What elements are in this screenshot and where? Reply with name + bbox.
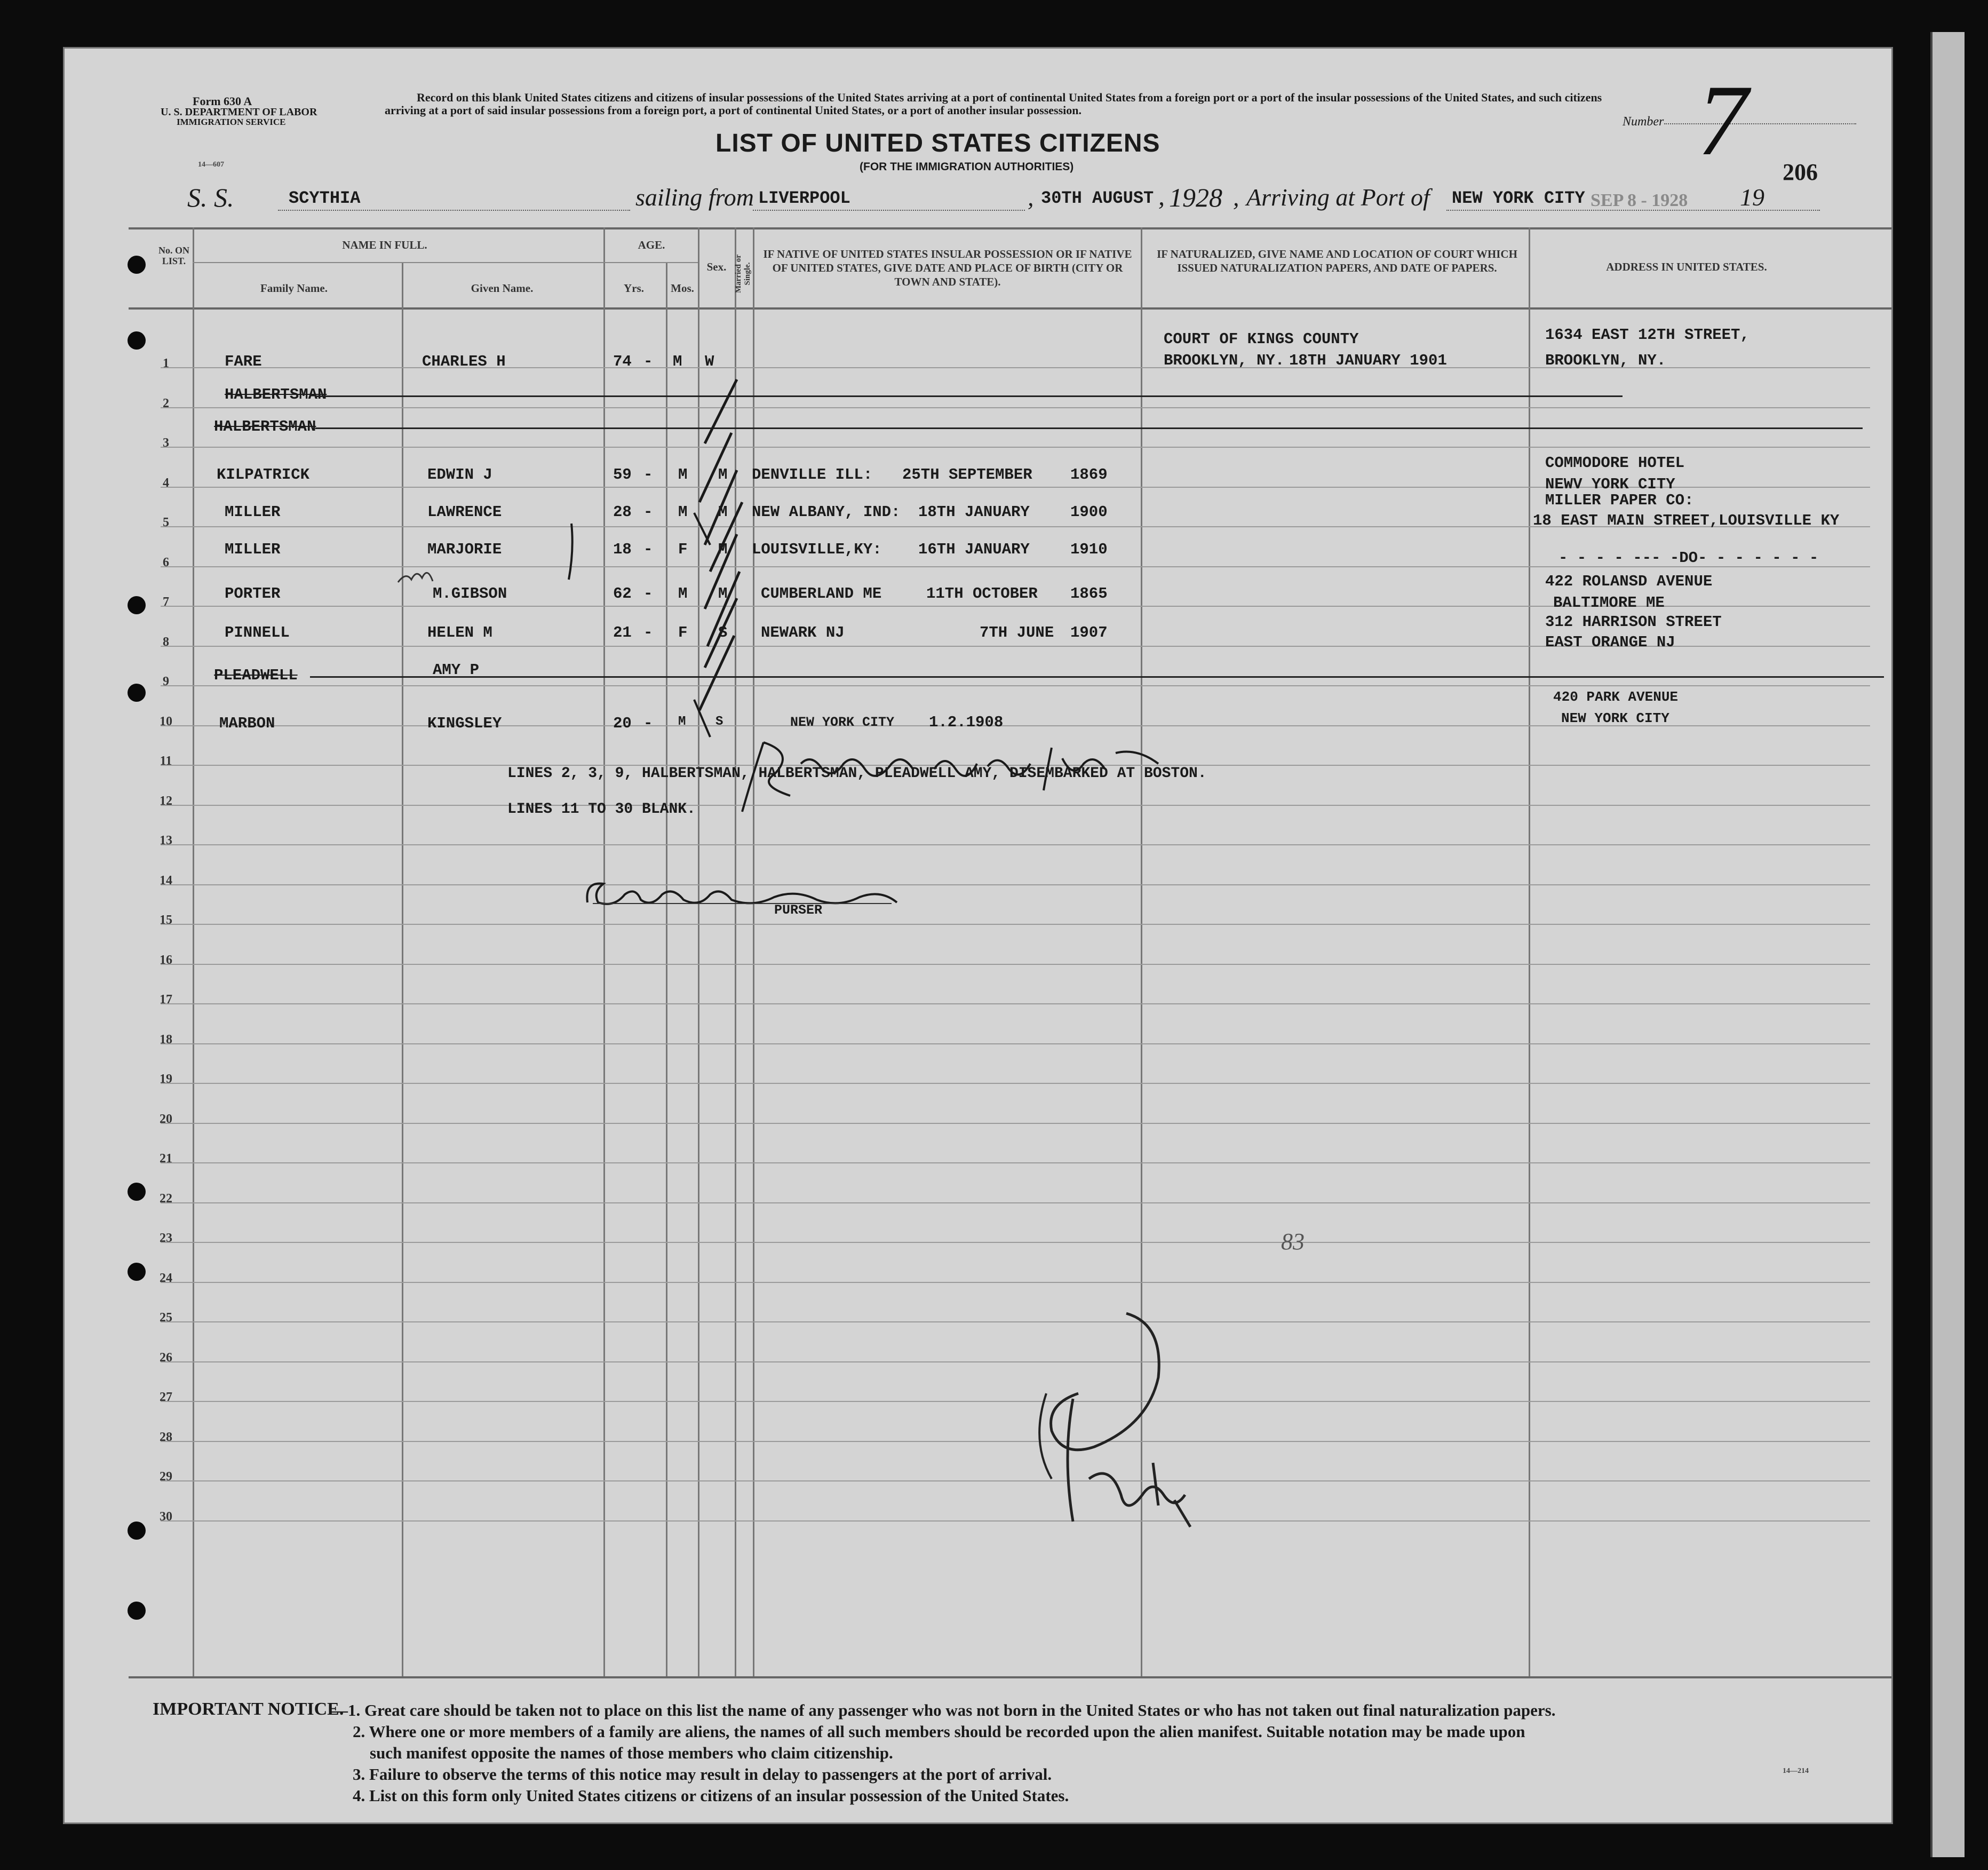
marital-status: S: [715, 715, 723, 729]
port-from: LIVERPOOL: [758, 188, 850, 208]
strike-line: [315, 427, 1863, 429]
line-number: 19: [160, 1072, 172, 1086]
instructions-text: Record on this blank United States citizens and citizens of insular possessions of the United States arriving at a port of continental United States from a foreign port or a port of the insular possessions of the United States, and such citizens arriving at a port of said insular possessions from a foreign port, a port of continental United States, or a port of another insular possession.: [385, 91, 1602, 117]
line-number: 14: [160, 873, 172, 888]
binder-hole: [128, 684, 146, 702]
birth-year: 1907: [1070, 624, 1108, 641]
col-header-sex: Sex.: [706, 260, 727, 273]
sex: M: [678, 503, 688, 521]
marital-status: M: [718, 466, 728, 484]
ruled-line: [161, 884, 1870, 885]
annotation-number: 83: [1281, 1229, 1305, 1255]
binder-hole: [128, 1263, 146, 1281]
marital-status: M: [718, 503, 728, 521]
family-name: MILLER: [225, 503, 281, 521]
given-name: HELEN M: [427, 624, 492, 641]
line-number: 24: [160, 1271, 172, 1285]
age-years: 18: [613, 541, 632, 558]
strike-line: [310, 676, 1884, 678]
col-header-family-name: Family Name.: [260, 282, 328, 295]
address-ditto: - - - - --- -DO- - - - - - -: [1558, 549, 1819, 567]
court-location: BROOKLYN, NY.: [1164, 352, 1285, 369]
ruled-line: [161, 964, 1870, 965]
family-name: MILLER: [225, 541, 281, 558]
age-years: 21: [613, 624, 632, 641]
ruled-line: [161, 1242, 1870, 1243]
age-years: 28: [613, 503, 632, 521]
port-to: NEW YORK CITY: [1452, 188, 1585, 208]
address-line-1: 312 HARRISON STREET: [1545, 613, 1722, 631]
line-number: 2: [163, 396, 169, 410]
adjacent-page-edge: [1930, 32, 1965, 1857]
birth-date: 16TH JANUARY: [918, 541, 1030, 558]
year-prefix: 19: [1740, 184, 1764, 211]
line-number: 10: [160, 714, 172, 728]
ruled-line: [161, 1202, 1870, 1203]
number-field-line: [1664, 123, 1856, 124]
service-label: IMMIGRATION SERVICE: [177, 117, 286, 127]
citizen-list-form: Form 630 A U. S. DEPARTMENT OF LABOR IMMIGRATION SERVICE 14—607 Record on this blank United States citizens and citizens of insular possessions of the United States arriving at a port of continental United States from a foreign port or a port of the insular possessions of the United States, and such citizens arriving at a port of said insular possessions from a foreign port, a port of continental United States, or a port of another insular possession. LIST OF UNITED STATES CITIZENS (FOR THE IMMIGRATION AUTHORITIES) Number 7 206 S. S. SCYTHIA sailing from LIVERPOOL , 30TH AUGUST , 1928 , Arriving at Port of NEW YORK CITY SEP 8 - 1928 19 No. ON LIST. NAME IN FULL. Family Name. Given Name. AGE. Yrs. Mos. Sex. Married or Single. IF NATIVE OF UNITED STATES INSULAR POSSESSION OR IF NATIVE OF UNITED STATES, GIVE DATE AND PLACE OF BIRTH (CITY OR TOWN AND STATE). IF NATURALIZED, GIVE NAME AND LOCATION OF COURT WHICH ISSUED NATURALIZATION PAPERS, AND DATE OF PAPERS. ADDRESS IN UNITED STATES. 1 2 3 4 5 6 7 8 9 10 11 12 13 14 15 16 17 18 19 20 21 22 23 24 25 26 27 28 29 30 FARE CHARLES H 74 - M W COURT OF KINGS COUNTY BROOKLYN, NY. 18TH JANUARY 1901 1634 EAST 12TH STREET, BROOKLYN, NY. HALBERTSMAN HALBERTSMAN KILPATRICK EDWIN J 59 - M M DENVILLE ILL: 25TH SEPTEMBER 1869 COMMODORE HOTEL NEWV YORK CITY MILLER LAWRENCE 28 - M M NEW ALBANY, IND: 18TH JANUARY 1900 MILLER PAPER CO: 18 EAST MAIN STREET,LOUISVILLE KY MILLER MARJORIE 18 - F M LOUISVILLE,KY: 16TH JANUARY 1910 - - - - --- -DO- - - - - - - PORTER M.GIBSON 62 - M M CUMBERLAND ME 11TH OCTOBER 1865 422 ROLANSD AVENUE BALTIMORE ME PINNELL HELEN M 21 - F S NEWARK NJ 7TH JUNE 1907 312 HARRISON STREET EAST ORANGE NJ PLEADWELL AMY P MARBON KINGSLEY 20 - M S NEW YORK CITY 1.2.1908 420 PARK AVENUE NEW YORK CITY LINES 2, 3, 9, HALBERTSMAN, HALBERTSMAN, PLEADWELL AMY, DISEMBARKED AT BOSTON. LINES 11 TO 30 BLANK. PURSER 83 IMPORTANT NOTICE. —1. Great care should be taken not to place on this list the name of any passenger who was not born in the United States or who has not taken out final naturalization papers. 2. Where one or more members of a family are aliens, the names of all such members should be recorded upon the alien manifest. Suitable notation may be made upon such manifest opposite the names of those members who claim citizenship. 3. Failure to observe the terms of this notice may result in delay to passengers at the port of arrival. 4. List on this form only United States citizens or citizens of an insular possession of the United States. 14—214: [63, 47, 1893, 1824]
ship-name: SCYTHIA: [289, 188, 361, 208]
address-line-2: NEWV YORK CITY: [1545, 476, 1675, 493]
page-number-stamp: 206: [1783, 159, 1818, 185]
table-bottom-border: [129, 1676, 1891, 1678]
address-line-2: EAST ORANGE NJ: [1545, 633, 1675, 651]
birth-year: 1865: [1070, 585, 1108, 603]
sailing-year: 1928: [1169, 183, 1222, 212]
line-number: 11: [160, 754, 172, 768]
line-number: 18: [160, 1032, 172, 1047]
handwritten-marks: [395, 518, 630, 604]
remarks-disembarked: LINES 2, 3, 9, HALBERTSMAN, HALBERTSMAN, PLEADWELL AMY, DISEMBARKED AT BOSTON.: [507, 765, 1207, 782]
line-number: 29: [160, 1470, 172, 1484]
sex: M: [678, 585, 688, 603]
line-number: 17: [160, 993, 172, 1007]
birth-year: 1910: [1070, 541, 1108, 558]
given-name: AMY P: [433, 661, 480, 679]
line-number: 21: [160, 1152, 172, 1166]
page-title: LIST OF UNITED STATES CITIZENS: [715, 129, 1160, 157]
birth-place: CUMBERLAND ME: [761, 585, 882, 603]
birth-year: 1869: [1070, 466, 1108, 484]
family-name: KILPATRICK: [217, 466, 310, 484]
purser-title: PURSER: [774, 902, 823, 918]
line-number: 7: [163, 595, 169, 609]
notice-item-2: 2. Where one or more members of a family are aliens, the names of all such members should be recorded upon the alien manifest. Suitable notation may be made upon: [353, 1722, 1525, 1741]
ruled-line: [161, 924, 1870, 925]
birth-year: 1900: [1070, 503, 1108, 521]
age-months: -: [643, 503, 653, 521]
birth-date: 1.2.1908: [929, 714, 1004, 731]
sex: F: [678, 624, 688, 641]
sex: M: [678, 715, 686, 729]
family-name: FARE: [225, 353, 262, 370]
address-line-1: 422 ROLANSD AVENUE: [1545, 573, 1713, 590]
print-code: 14—607: [198, 161, 224, 169]
line-number: 27: [160, 1390, 172, 1404]
birth-date: 7TH JUNE: [980, 624, 1054, 641]
address-line-2: BROOKLYN, NY.: [1545, 352, 1666, 369]
line-number: 13: [160, 834, 172, 847]
handwritten-scrawl: [1014, 1303, 1206, 1548]
age-months: -: [643, 466, 653, 484]
binder-hole: [128, 1602, 146, 1620]
col-header-married-single: Married or Single.: [734, 254, 752, 294]
page-subtitle: (FOR THE IMMIGRATION AUTHORITIES): [860, 161, 1074, 173]
ruled-line: [161, 447, 1870, 448]
sex: M: [678, 466, 688, 484]
family-name: PORTER: [225, 585, 281, 603]
sex: M: [673, 353, 682, 370]
given-name: KINGSLEY: [427, 715, 502, 732]
arriving-label: Arriving at Port of: [1246, 184, 1430, 211]
strike-line: [315, 395, 1623, 397]
line-number: 5: [163, 516, 169, 529]
line-number: 9: [163, 675, 169, 688]
col-header-name: NAME IN FULL.: [342, 239, 427, 251]
age-years: 62: [613, 585, 632, 603]
marital-status: M: [718, 585, 728, 603]
col-header-yrs: Yrs.: [624, 282, 644, 295]
birth-place: NEWARK NJ: [761, 624, 845, 641]
birth-place: DENVILLE ILL:: [752, 466, 873, 484]
family-name: HALBERTSMAN: [214, 418, 316, 435]
number-handwritten: 7: [1697, 65, 1748, 177]
line-number: 16: [160, 953, 172, 967]
age-years: 20: [613, 715, 632, 732]
sailing-from-label: sailing from: [635, 184, 754, 211]
footer-code: 14—214: [1783, 1767, 1809, 1775]
line-number: 30: [160, 1509, 172, 1524]
given-name: CHARLES H: [422, 353, 506, 370]
binder-hole: [128, 596, 146, 614]
department-label: U. S. DEPARTMENT OF LABOR: [161, 106, 317, 118]
court-name: COURT OF KINGS COUNTY: [1164, 330, 1359, 348]
col-header-mos: Mos.: [671, 282, 694, 295]
form-number: Form 630 A: [193, 94, 252, 108]
age-months: -: [643, 624, 653, 641]
age-years: 74: [613, 353, 632, 370]
address-line-1: 1634 EAST 12TH STREET,: [1545, 326, 1750, 344]
remarks-blank-lines: LINES 11 TO 30 BLANK.: [507, 801, 696, 818]
age-months: -: [643, 353, 653, 370]
notice-item-3: 3. Failure to observe the terms of this notice may result in delay to passengers at the port of arrival.: [353, 1765, 1052, 1784]
ruled-line: [161, 1282, 1870, 1283]
line-number: 15: [160, 913, 172, 927]
line-number: 20: [160, 1112, 172, 1126]
address-line-1: 420 PARK AVENUE: [1553, 689, 1679, 705]
notice-item-2-continued: such manifest opposite the names of those members who claim citizenship.: [370, 1744, 893, 1762]
address-line-2: NEW YORK CITY: [1561, 710, 1669, 726]
birth-place: LOUISVILLE,KY:: [752, 541, 882, 558]
binder-hole: [128, 331, 146, 350]
age-years: 59: [613, 466, 632, 484]
age-months: -: [643, 585, 653, 603]
sex: F: [678, 541, 688, 558]
arrival-date-stamp: SEP 8 - 1928: [1591, 191, 1688, 210]
notice-item-4: 4. List on this form only United States citizens or citizens of an insular possession of the United States.: [353, 1786, 1069, 1805]
ruled-line: [161, 1043, 1870, 1044]
tally-check-marks: [630, 369, 769, 769]
court-date: 18TH JANUARY 1901: [1289, 352, 1447, 369]
number-label: Number: [1623, 115, 1664, 129]
sailing-date: 30TH AUGUST: [1041, 188, 1154, 208]
address-line-1: COMMODORE HOTEL: [1545, 454, 1685, 472]
ruled-line: [161, 407, 1870, 408]
address-line-1: MILLER PAPER CO:: [1545, 492, 1694, 509]
line-number: 23: [160, 1231, 172, 1245]
line-number: 25: [160, 1311, 172, 1325]
birth-date: 11TH OCTOBER: [926, 585, 1038, 603]
table-top-border: [129, 227, 1891, 229]
col-header-address: ADDRESS IN UNITED STATES.: [1606, 260, 1767, 273]
purser-signature: [582, 870, 902, 918]
header-bottom-border: [129, 307, 1891, 310]
family-name: PLEADWELL: [214, 667, 298, 684]
ss-label: S. S.: [187, 183, 234, 212]
col-header-age: AGE.: [638, 239, 665, 251]
ruled-line: [161, 1083, 1870, 1084]
line-number: 26: [160, 1350, 172, 1365]
address-line-2: BALTIMORE ME: [1553, 594, 1665, 612]
notice-heading: IMPORTANT NOTICE.: [153, 1699, 344, 1719]
line-number: 22: [160, 1191, 172, 1206]
col-header-native: IF NATIVE OF UNITED STATES INSULAR POSSESSION OR IF NATIVE OF UNITED STATES, GIVE DATE AND PLACE OF BIRTH (CITY OR TOWN AND STATE).: [763, 248, 1132, 288]
family-name: HALBERTSMAN: [225, 386, 327, 403]
given-name: MARJORIE: [427, 541, 502, 558]
ruled-line: [161, 685, 1870, 686]
line-number: 12: [160, 794, 172, 808]
given-name: LAWRENCE: [427, 503, 502, 521]
age-months: -: [643, 715, 653, 732]
col-header-given-name: Given Name.: [471, 282, 534, 295]
marital-status: W: [705, 353, 714, 370]
ruled-line: [161, 1003, 1870, 1004]
ruled-line: [161, 844, 1870, 845]
line-number: 3: [163, 436, 169, 450]
line-number: 8: [163, 635, 169, 649]
binder-hole: [128, 256, 146, 274]
birth-place: NEW YORK CITY: [790, 715, 895, 730]
address-line-2: 18 EAST MAIN STREET,LOUISVILLE KY: [1533, 512, 1840, 529]
birth-place: NEW ALBANY, IND:: [752, 503, 901, 521]
birth-date: 18TH JANUARY: [918, 503, 1030, 521]
binder-hole: [128, 1522, 146, 1540]
marital-status: M: [718, 541, 728, 558]
line-number: 6: [163, 555, 169, 569]
birth-date: 25TH SEPTEMBER: [902, 466, 1032, 484]
line-number: 28: [160, 1430, 172, 1444]
binder-hole: [128, 1183, 146, 1201]
line-number: 4: [163, 476, 169, 490]
line-number: 1: [163, 356, 169, 370]
col-header-no: No. ON LIST.: [158, 245, 189, 266]
family-name: MARBON: [219, 715, 275, 732]
notice-item-1: —1. Great care should be taken not to place on this list the name of any passenger who was not born in the United States or who has not taken out final naturalization papers.: [331, 1701, 1556, 1720]
given-name: M.GIBSON: [433, 585, 507, 603]
marital-status: S: [718, 624, 728, 641]
given-name: EDWIN J: [427, 466, 492, 484]
family-name: PINNELL: [225, 624, 290, 641]
ruled-line: [161, 1162, 1870, 1163]
col-header-naturalized: IF NATURALIZED, GIVE NAME AND LOCATION OF COURT WHICH ISSUED NATURALIZATION PAPERS, AND DATE OF PAPERS.: [1157, 248, 1517, 274]
ruled-line: [161, 1123, 1870, 1124]
age-months: -: [643, 541, 653, 558]
